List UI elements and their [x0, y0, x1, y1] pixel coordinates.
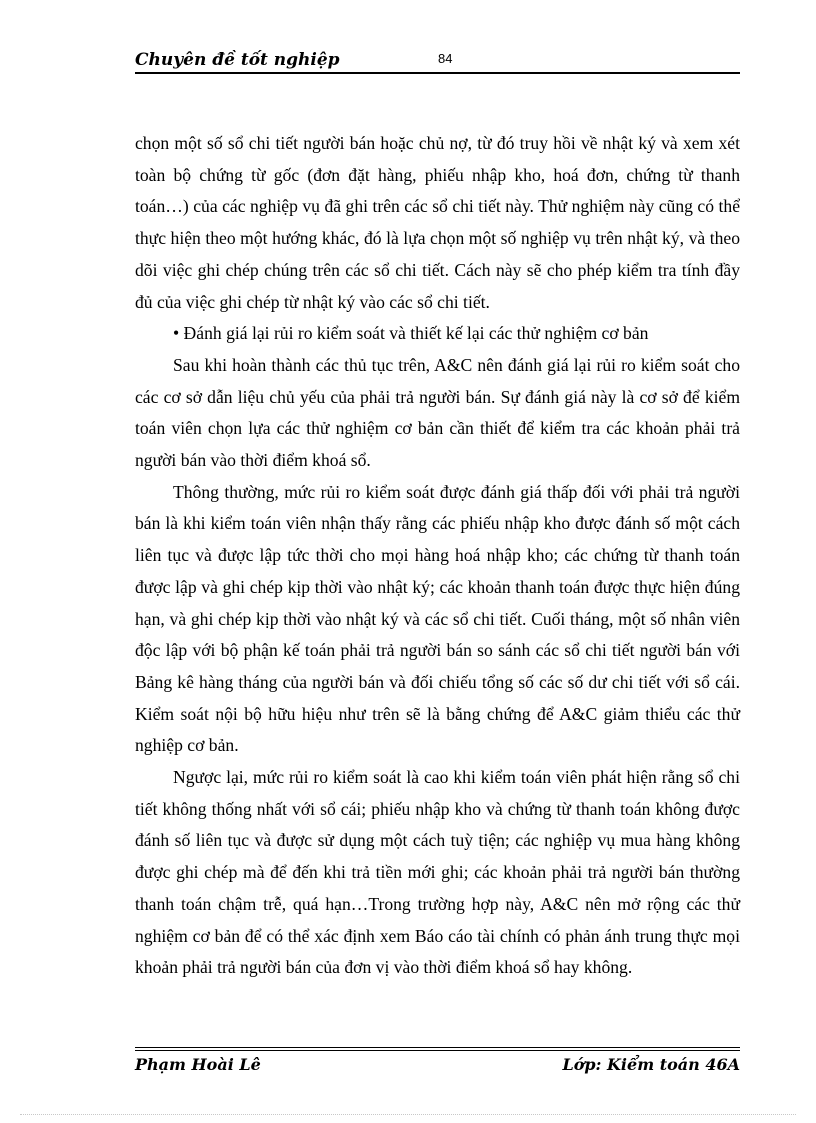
footer-rule [135, 1050, 740, 1051]
page-number: 84 [438, 51, 453, 66]
bullet-heading: • Đánh giá lại rủi ro kiểm soát và thiết kế lại các thử nghiệm cơ bản [173, 323, 649, 344]
footer-rule [135, 1047, 740, 1048]
body-text [135, 128, 740, 984]
paragraph: chọn một số sổ chi tiết người bán hoặc chủ nợ, từ đó truy hồi về nhật ký và xem xét toàn bộ chứng từ gốc (đơn đặt hàng, phiếu nhập kho, hoá đơn, chứng từ thanh toán…) của các nghiệp vụ đã ghi trên các sổ chi tiết này. Thử nghiệm này cũng có thể thực hiện theo một hướng khác, đó là lựa chọn một số nghiệp vụ trên nhật ký, và theo dõi việc ghi chép chúng trên các sổ chi tiết. Cách này sẽ cho phép kiểm tra tính đầy đủ của việc ghi chép từ nhật ký vào các sổ chi tiết. [135, 133, 740, 312]
paragraph: Sau khi hoàn thành các thủ tục trên, A&C nên đánh giá lại rủi ro kiểm soát cho các cơ sở dẫn liệu chủ yếu của phải trả người bán. Sự đánh giá này là cơ sở để kiểm toán viên chọn lựa các thử nghiệm cơ bản cần thiết để kiểm tra các khoản phải trả người bán vào thời điểm khoá sổ. [135, 354, 740, 471]
footer-author: Phạm Hoài Lê [135, 1055, 261, 1074]
paragraph: Ngược lại, mức rủi ro kiểm soát là cao khi kiểm toán viên phát hiện rằng sổ chi tiết không thống nhất với sổ cái; phiếu nhập kho và chứng từ thanh toán không được đánh số liên tục và được sử dụng một cách tuỳ tiện; các nghiệp vụ mua hàng không được ghi chép mà để đến khi trả tiền mới ghi; các khoản phải trả người bán thường thanh toán chậm trễ, quá hạn…Trong trường hợp này, A&C nên mở rộng các thử nghiệm cơ bản để có thể xác định xem Báo cáo tài chính có phản ánh trung thực mọi khoản phải trả người bán của đơn vị vào thời điểm khoá sổ hay không. [135, 767, 740, 978]
footer-class: Lớp: Kiểm toán 46A [562, 1055, 740, 1074]
header-rule [135, 72, 740, 74]
paragraph: Thông thường, mức rủi ro kiểm soát được đánh giá thấp đối với phải trả người bán là khi kiểm toán viên nhận thấy rằng các phiếu nhập kho được đánh số một cách liên tục và được lập tức thời cho mọi hàng hoá nhập kho; các chứng từ thanh toán được lập và ghi chép kịp thời vào nhật ký; các khoản thanh toán được thực hiện đúng hạn, và ghi chép kịp thời vào nhật ký và các sổ chi tiết. Cuối tháng, một số nhân viên độc lập với bộ phận kế toán phải trả người bán so sánh các sổ chi tiết người bán với Bảng kê hàng tháng của người bán và đối chiếu tổng số các số dư chi tiết với sổ cái. Kiểm soát nội bộ hữu hiệu như trên sẽ là bằng chứng để A&C giảm thiểu các thử nghiệp cơ bản. [135, 481, 740, 756]
page-edge-divider [20, 1114, 796, 1115]
page-footer [135, 1055, 740, 1081]
page-header [135, 48, 740, 74]
header-title: Chuyên đề tốt nghiệp [135, 50, 340, 70]
